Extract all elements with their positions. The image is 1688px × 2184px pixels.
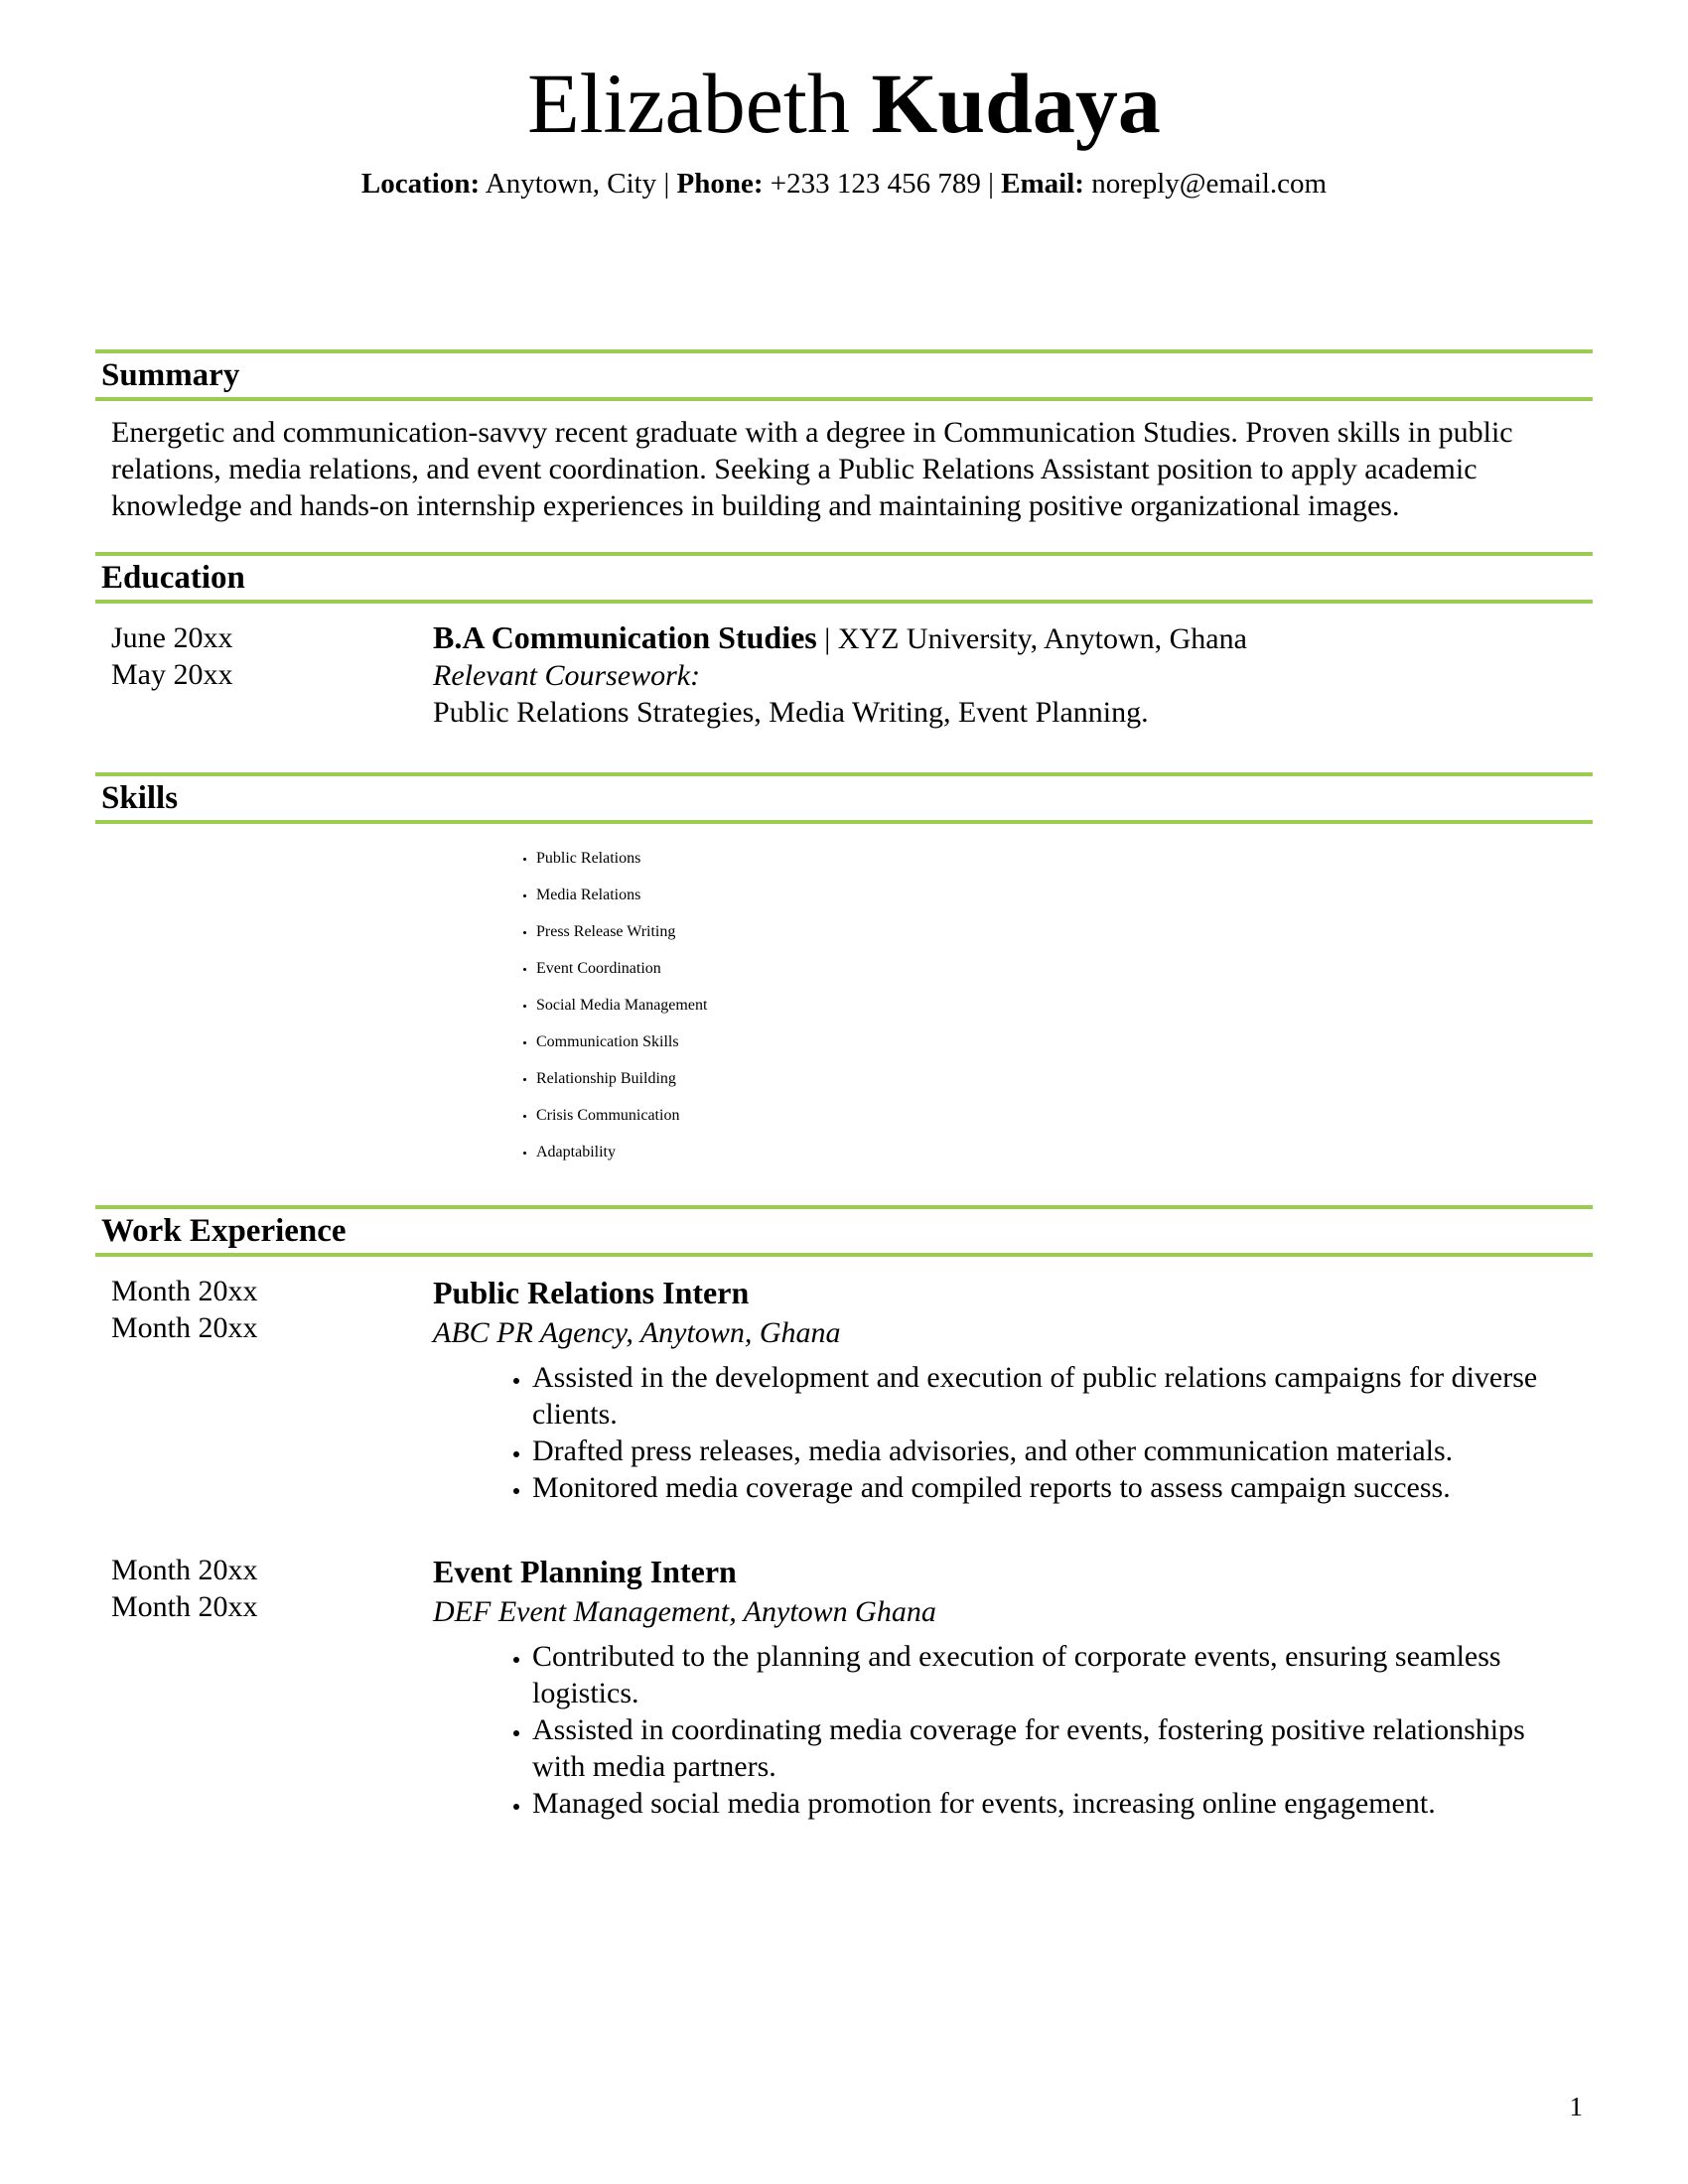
- job-company: ABC PR Agency, Anytown, Ghana: [433, 1316, 841, 1349]
- skills-list: [437, 840, 1593, 1170]
- bullet-item: • Assisted in coordinating media coverage for events, fostering positive relationships with media partners.: [532, 1711, 1569, 1785]
- skill-item: • Communication Skills: [536, 1024, 1593, 1060]
- bullet-item: • Drafted press releases, media advisories, and other communication materials.: [532, 1433, 1569, 1469]
- work-experience-heading: Work Experience: [95, 1205, 1593, 1257]
- coursework-label: Relevant Coursework:: [433, 659, 701, 692]
- skill-item: • Media Relations: [536, 877, 1593, 913]
- education-heading: Education: [95, 552, 1593, 604]
- job-date-start: Month 20xx: [111, 1554, 258, 1586]
- job-details: [433, 1552, 1593, 1822]
- job-company: DEF Event Management, Anytown Ghana: [433, 1595, 936, 1628]
- bullet-item: • Managed social media promotion for events, increasing online engagement.: [532, 1785, 1569, 1822]
- skill-item: • Social Media Management: [536, 987, 1593, 1024]
- education-details: [433, 619, 1593, 731]
- email-label: Email:: [1001, 168, 1084, 200]
- degree-name: B.A Communication Studies: [433, 619, 817, 655]
- bullet-item: • Assisted in the development and execution of public relations campaigns for diverse clients.: [532, 1359, 1569, 1433]
- phone-label: Phone:: [676, 168, 764, 200]
- last-name: Kudaya: [871, 56, 1161, 151]
- job-date-start: Month 20xx: [111, 1275, 258, 1307]
- job-bullet-list: [433, 1359, 1569, 1506]
- bullet-item: • Monitored media coverage and compiled reports to assess campaign success.: [532, 1469, 1569, 1506]
- location-label: Location:: [360, 168, 481, 200]
- resume-header: [95, 52, 1593, 203]
- job-date-end: Month 20xx: [111, 1311, 258, 1344]
- skill-item: • Crisis Communication: [536, 1097, 1593, 1134]
- contact-separator: |: [663, 168, 670, 200]
- first-name: Elizabeth: [527, 56, 850, 151]
- job-details: [433, 1273, 1593, 1506]
- skill-item: • Adaptability: [536, 1134, 1593, 1170]
- job-dates: [95, 1552, 433, 1822]
- skill-item: • Relationship Building: [536, 1060, 1593, 1097]
- job-dates: [95, 1273, 433, 1506]
- job-entry: [95, 1552, 1593, 1822]
- bullet-item: • Contributed to the planning and execution of corporate events, ensuring seamless logistics.: [532, 1638, 1569, 1711]
- job-title: Event Planning Intern: [433, 1554, 737, 1589]
- job-title: Public Relations Intern: [433, 1275, 750, 1310]
- page-number: 1: [1569, 2092, 1583, 2121]
- education-date-end: May 20xx: [111, 658, 233, 691]
- education-section: [95, 552, 1593, 731]
- school-name: XYZ University, Anytown, Ghana: [837, 622, 1247, 655]
- coursework-list: Public Relations Strategies, Media Writing, Event Planning.: [433, 696, 1149, 729]
- education-entry: [95, 619, 1593, 731]
- skill-item: • Public Relations: [536, 840, 1593, 877]
- skill-item: • Press Release Writing: [536, 913, 1593, 950]
- summary-section: [95, 349, 1593, 524]
- job-entry: [95, 1273, 1593, 1506]
- skills-list-wrap: [437, 840, 1593, 1170]
- job-bullet-list: [433, 1638, 1569, 1822]
- location-value: Anytown, City: [485, 168, 657, 200]
- phone-value: +233 123 456 789: [770, 168, 981, 200]
- job-date-end: Month 20xx: [111, 1590, 258, 1623]
- person-name: [95, 52, 1593, 155]
- skills-section: [95, 772, 1593, 1170]
- degree-separator: |: [824, 622, 831, 655]
- summary-heading: Summary: [95, 349, 1593, 401]
- degree-line: [433, 619, 1569, 657]
- skill-item: • Event Coordination: [536, 950, 1593, 987]
- contact-separator: |: [988, 168, 994, 200]
- education-dates: [95, 619, 433, 731]
- education-date-start: June 20xx: [111, 621, 233, 654]
- skills-heading: Skills: [95, 772, 1593, 824]
- email-value: noreply@email.com: [1091, 168, 1328, 200]
- work-experience-section: [95, 1205, 1593, 1822]
- contact-line: [95, 165, 1593, 203]
- summary-paragraph: Energetic and communication-savvy recent graduate with a degree in Communication Studies. Proven skills in public relations, media relations, and event coordination. Seeking a Public Relations Assistant position to apply academic knowledge and hands-on internship experiences in building and maintaining positive organizational images.: [111, 416, 1513, 522]
